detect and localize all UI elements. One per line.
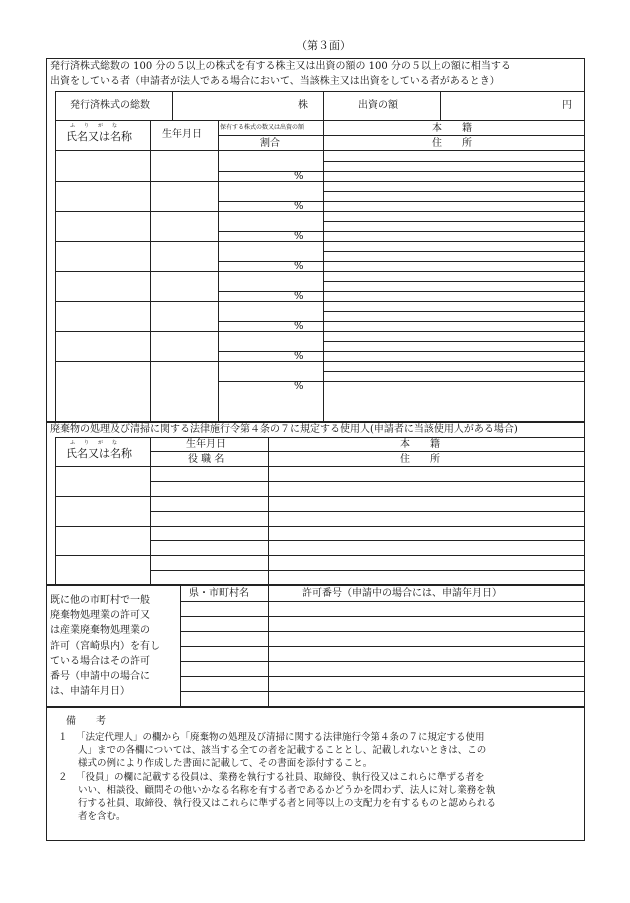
ruby-3: が: [98, 123, 104, 129]
note1-line1: 「法定代理人」の欄から「廃棄物の処理及び清掃に関する法律施行令第４条の７に規定する使用: [76, 732, 485, 743]
birth-label: 生年月日: [162, 129, 202, 140]
shareholder-subline: [218, 321, 585, 322]
shares-unit: 株: [298, 100, 308, 111]
employee-row-divider: [55, 526, 585, 527]
permit-number-label: 許可番号（申請中の場合には、申請年月日）: [302, 588, 502, 599]
permit-side-line: 番号（申請中の場合に: [50, 671, 150, 682]
permit-side-line: ている場合はその許可: [50, 655, 150, 667]
emp-domicile-label: 本 籍: [400, 439, 440, 450]
page-label: （第３面）: [296, 39, 351, 52]
shareholder-subline: [218, 201, 585, 202]
permit-row-line: [180, 646, 585, 647]
percent-sign: %: [294, 261, 304, 273]
domicile-label: 本 籍: [432, 123, 472, 134]
shareholder-subline: [218, 171, 585, 172]
employee-subline: [150, 570, 585, 571]
percent-sign: %: [294, 381, 304, 393]
employee-subline: [150, 511, 585, 512]
percent-sign: %: [294, 351, 304, 363]
shareholder-subline: [218, 261, 585, 262]
permit-row-line: [180, 631, 585, 632]
shareholder-subline: [218, 231, 585, 232]
permit-side-line: 既に他の市町村で一般: [50, 595, 150, 606]
emp-ruby-3: が: [98, 440, 104, 446]
permit-side-line: は産業廃棄物処理業の: [50, 625, 150, 637]
header-bottom: [55, 150, 585, 151]
note2-line2: いい、相談役、顧問その他いかなる名称を有する者であるかどうかを問わず、法人に対し業務を執: [78, 785, 496, 796]
shareholder-row-divider: [55, 301, 585, 302]
emp-position-label: 役 職 名: [188, 454, 225, 465]
total-shares-label: 発行済株式の総数: [70, 100, 150, 111]
permit-row-line: [180, 691, 585, 692]
note1-num: １: [58, 732, 68, 743]
percent-sign: %: [294, 291, 304, 303]
employee-row-divider: [55, 555, 585, 556]
percent-sign: %: [294, 231, 304, 243]
note1-line2: 人」までの各欄については、該当する全ての者を記載することとし、記載しれないときは、この: [78, 745, 487, 756]
emp-address-label: 住 所: [400, 454, 440, 465]
emp-ruby-1: ふ: [70, 440, 76, 446]
permit-side-line: は、申請年月日）: [50, 686, 130, 698]
note2-line4: 者を含む。: [78, 811, 126, 822]
shareholders-heading-line1: 発行済株式総数の 100 分の５以上の株式を有する株主又は出資の額の 100 分の５以上の額に相当する: [50, 61, 511, 72]
permit-side-line: 許可（宮崎県内）を有し: [50, 640, 160, 652]
summary-row-bottom: [55, 120, 585, 121]
shareholders-heading-line2: 出資をしている者（申請者が法人である場合において、当該株主又は出資をしている者があるとき）: [50, 76, 500, 87]
ratio-label: 割合: [260, 138, 280, 149]
address-label: 住 所: [432, 138, 472, 149]
employee-row-divider: [55, 496, 585, 497]
note1-line3: 様式の例により作成した書面に記載して、その書面を添付すること。: [78, 758, 373, 769]
holding-label: 保有する株式の数又は出資の額: [220, 124, 305, 131]
shareholder-row-divider: [55, 361, 585, 362]
shareholder-subline: [218, 351, 585, 352]
shareholder-subline: [323, 191, 585, 192]
permit-side-line: 廃棄物処理業の許可又: [50, 610, 150, 622]
note2-line3: 行する社員、取締役、執行役又はこれらに準ずる者と同等以上の支配力を有するものと認められる: [78, 798, 497, 809]
emp-birth-label: 生年月日: [186, 439, 226, 450]
percent-sign: %: [294, 201, 304, 213]
permit-row-line: [180, 661, 585, 662]
permit-row-line: [180, 676, 585, 677]
ruby-1: ふ: [70, 123, 76, 129]
ruby-4: な: [112, 123, 118, 129]
employee-subline: [150, 481, 585, 482]
name-label: 氏名又は名称: [66, 130, 132, 143]
employee-subline: [150, 540, 585, 541]
capital-label: 出資の額: [358, 100, 398, 111]
shareholder-subline: [218, 381, 585, 382]
emp-ruby-4: な: [112, 440, 118, 446]
note2-num: ２: [58, 772, 68, 783]
permit-row-line: [180, 601, 585, 602]
shareholder-subline: [218, 291, 585, 292]
shareholder-subline: [323, 281, 585, 282]
percent-sign: %: [294, 171, 304, 183]
shareholder-subline: [323, 371, 585, 372]
permit-row-line: [180, 616, 585, 617]
shareholder-subline: [323, 341, 585, 342]
shareholder-subline: [323, 221, 585, 222]
shareholder-row-divider: [55, 241, 585, 242]
inner-left-border: [55, 91, 56, 422]
table-top-line: [55, 91, 585, 92]
ruby-2: り: [84, 123, 90, 129]
shareholders-section: [46, 58, 585, 422]
pref-label: 県・市町村名: [189, 588, 249, 599]
shareholder-row-divider: [55, 211, 585, 212]
employees-heading: 廃棄物の処理及び清掃に関する法律施行令第４条の７に規定する使用人(申請者に当該使用人がある場合): [50, 424, 518, 435]
shareholder-row-divider: [55, 181, 585, 182]
percent-sign: %: [294, 321, 304, 333]
notes-title: 備 考: [66, 716, 106, 727]
shareholder-subline: [323, 251, 585, 252]
shareholder-subline: [323, 311, 585, 312]
note2-line1: 「役員」の欄に記載する役員は、業務を執行する社員、取締役、執行役又はこれらに準ずる者を: [76, 772, 485, 783]
emp-name-label: 氏名又は名称: [66, 447, 132, 460]
shareholder-row-divider: [55, 331, 585, 332]
shareholder-row-divider: [55, 271, 585, 272]
shareholder-subline: [323, 161, 585, 162]
yen-unit: 円: [562, 100, 572, 111]
emp-ruby-2: り: [84, 440, 90, 446]
